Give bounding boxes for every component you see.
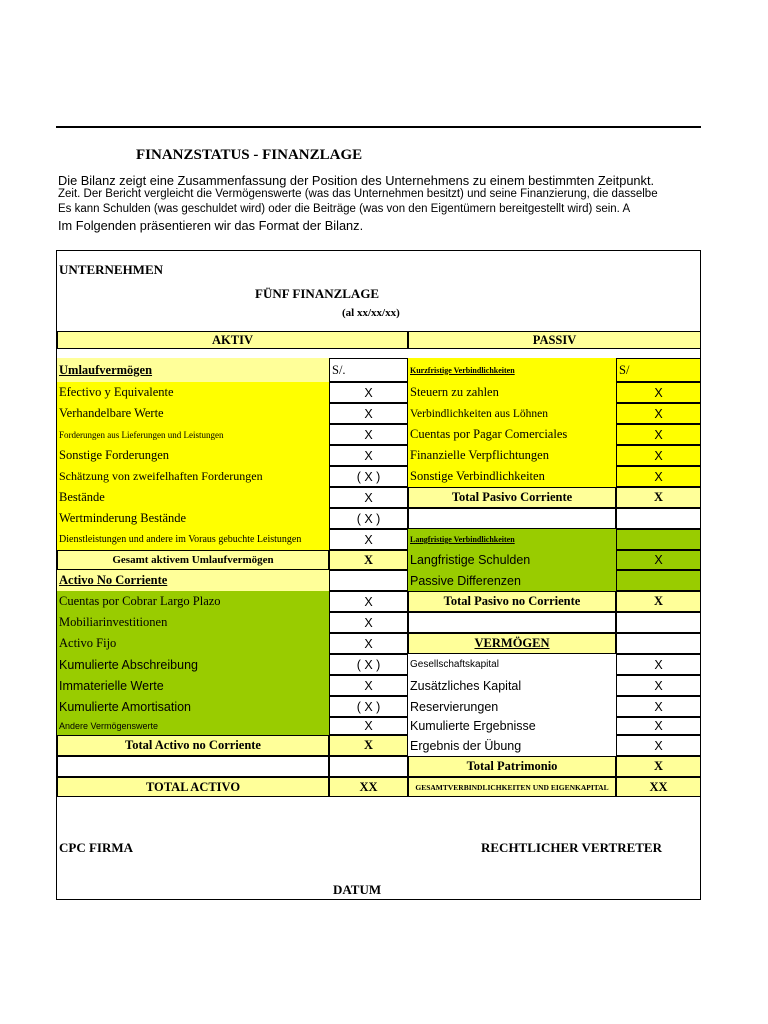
asset-item: Cuentas por Cobrar Largo Plazo	[57, 591, 329, 612]
equity-total-value: X	[616, 756, 701, 777]
asset-item: Andere Vermögenswerte	[57, 717, 329, 735]
equity-label: VERMÖGEN	[408, 633, 616, 654]
intro-line-4: Im Folgenden präsentieren wir das Format der Bilanz.	[58, 218, 364, 233]
blank-cell	[616, 508, 701, 529]
asset-value: X	[329, 717, 408, 735]
equity-value: X	[616, 717, 701, 735]
blank-cell	[329, 756, 408, 777]
asset-value: ( X )	[329, 466, 408, 487]
asset-item: Wertminderung Bestände	[57, 508, 329, 529]
total-liab-equity-label: GESAMTVERBINDLICHKEITEN UND EIGENKAPITAL	[408, 777, 616, 797]
equity-item: Gesellschaftskapital	[408, 654, 616, 675]
asset-value: X	[329, 424, 408, 445]
equity-item: Kumulierte Ergebnisse	[408, 717, 616, 735]
liability-item: Passive Differenzen	[408, 570, 616, 591]
document-title: FINANZSTATUS - FINANZLAGE	[136, 147, 363, 163]
currency-left: S/.	[329, 358, 408, 382]
signature-cpc: CPC FIRMA	[59, 840, 134, 855]
current-liabilities-total-label: Total Pasivo Corriente	[408, 487, 616, 508]
asset-item: Kumulierte Amortisation	[57, 696, 329, 717]
current-assets-total-value: X	[329, 550, 408, 570]
equity-item: Zusätzliches Kapital	[408, 675, 616, 696]
asset-item: Kumulierte Abschreibung	[57, 654, 329, 675]
longterm-blank	[616, 529, 701, 550]
liability-value: X	[616, 382, 701, 403]
blank-cell	[57, 756, 329, 777]
current-liabilities-label: Kurzfristige Verbindlichkeiten	[408, 358, 616, 382]
total-assets-value: XX	[329, 777, 408, 797]
blank-cell	[616, 612, 701, 633]
noncurrent-assets-label: Activo No Corriente	[57, 570, 329, 591]
asset-value: X	[329, 633, 408, 654]
aktiv-header: AKTIV	[57, 331, 408, 349]
current-assets-total-label: Gesamt aktivem Umlaufvermögen	[57, 550, 329, 570]
asset-value: ( X )	[329, 696, 408, 717]
total-assets-label: TOTAL ACTIVO	[57, 777, 329, 797]
noncurrent-blank	[329, 570, 408, 591]
equity-total-label: Total Patrimonio	[408, 756, 616, 777]
liability-item: Langfristige Schulden	[408, 550, 616, 570]
liability-value	[616, 570, 701, 591]
asset-item: Forderungen aus Lieferungen und Leistungen	[57, 424, 329, 445]
equity-value: X	[616, 696, 701, 717]
currency-right: S/	[616, 358, 701, 382]
liability-value: X	[616, 466, 701, 487]
total-liab-equity-value: XX	[616, 777, 701, 797]
liability-item: Sonstige Verbindlichkeiten	[408, 466, 616, 487]
asset-value: X	[329, 445, 408, 466]
current-liabilities-total-value: X	[616, 487, 701, 508]
date-label: DATUM	[333, 882, 382, 897]
date-line: (al xx/xx/xx)	[342, 307, 400, 319]
asset-item: Sonstige Forderungen	[57, 445, 329, 466]
asset-value: X	[329, 403, 408, 424]
equity-value: X	[616, 735, 701, 756]
asset-item: Efectivo y Equivalente	[57, 382, 329, 403]
asset-value: X	[329, 612, 408, 633]
asset-item: Schätzung von zweifelhaften Forderungen	[57, 466, 329, 487]
liability-value: X	[616, 424, 701, 445]
asset-value: ( X )	[329, 508, 408, 529]
liability-item: Verbindlichkeiten aus Löhnen	[408, 403, 616, 424]
asset-item: Dienstleistungen und andere im Voraus gebuchte Leistungen	[57, 529, 329, 550]
asset-item: Mobiliarinvestitionen	[57, 612, 329, 633]
top-rule	[56, 126, 701, 128]
balance-sheet	[56, 250, 701, 900]
asset-item: Activo Fijo	[57, 633, 329, 654]
asset-value: X	[329, 591, 408, 612]
equity-value: X	[616, 675, 701, 696]
company-label: UNTERNEHMEN	[59, 262, 164, 277]
longterm-liabilities-label: Langfristige Verbindlichkeiten	[408, 529, 616, 550]
equity-item: Ergebnis der Übung	[408, 735, 616, 756]
current-assets-label: Umlaufvermögen	[57, 358, 329, 382]
liability-item: Finanzielle Verpflichtungen	[408, 445, 616, 466]
intro-line-3: Es kann Schulden (was geschuldet wird) oder die Beiträge (was von den Eigentümern bereitgestellt wird) sein. A	[58, 203, 631, 215]
liability-value: X	[616, 445, 701, 466]
blank-cell	[408, 612, 616, 633]
liability-item: Steuern zu zahlen	[408, 382, 616, 403]
equity-value: X	[616, 654, 701, 675]
liability-value: X	[616, 550, 701, 570]
asset-item: Bestände	[57, 487, 329, 508]
signature-legal-rep: RECHTLICHER VERTRETER	[481, 840, 662, 855]
intro-line-1: Die Bilanz zeigt eine Zusammenfassung der Position des Unternehmens zu einem bestimmten Zeitpunkt.	[58, 173, 655, 188]
passiv-header: PASSIV	[408, 331, 701, 349]
sheet-subtitle: FÜNF FINANZLAGE	[255, 286, 380, 301]
asset-value: X	[329, 675, 408, 696]
asset-value: X	[329, 529, 408, 550]
longterm-total-value: X	[616, 591, 701, 612]
asset-item: Immaterielle Werte	[57, 675, 329, 696]
blank-cell	[616, 633, 701, 654]
noncurrent-total-label: Total Activo no Corriente	[57, 735, 329, 756]
blank-cell	[408, 508, 616, 529]
liability-item: Cuentas por Pagar Comerciales	[408, 424, 616, 445]
noncurrent-total-value: X	[329, 735, 408, 756]
asset-item: Verhandelbare Werte	[57, 403, 329, 424]
equity-item: Reservierungen	[408, 696, 616, 717]
asset-value: X	[329, 382, 408, 403]
liability-value: X	[616, 403, 701, 424]
longterm-total-label: Total Pasivo no Corriente	[408, 591, 616, 612]
intro-line-2: Zeit. Der Bericht vergleicht die Vermögenswerte (was das Unternehmen besitzt) und seine Finanzierung, die dasselbe	[58, 188, 658, 200]
asset-value: ( X )	[329, 654, 408, 675]
asset-value: X	[329, 487, 408, 508]
